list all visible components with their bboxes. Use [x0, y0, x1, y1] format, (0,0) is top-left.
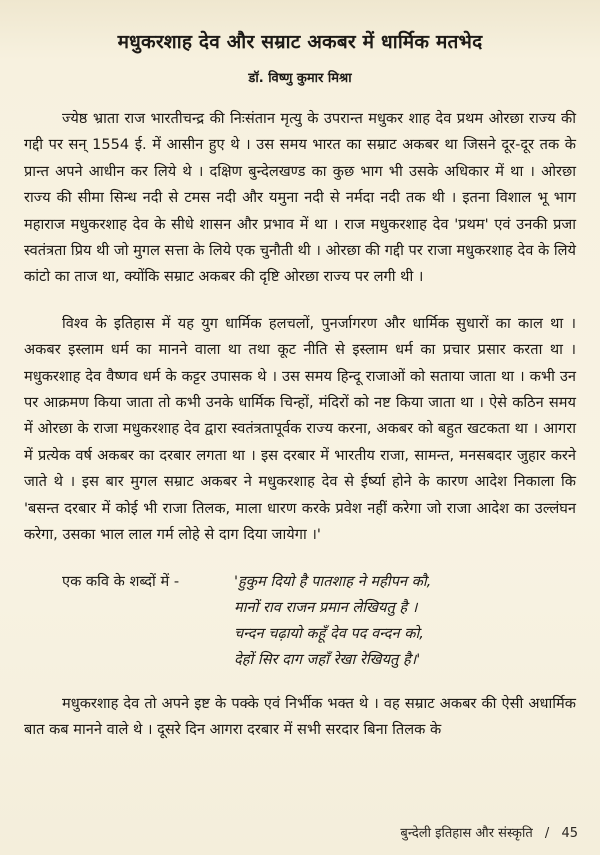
footer-separator: / — [544, 826, 550, 841]
page-title: मधुकरशाह देव और सम्राट अकबर में धार्मिक मतभेद — [117, 31, 483, 53]
poem-line-4: देहों सिर दाग जहाँ रेखा रेखियतु है।' — [234, 650, 421, 668]
page-footer — [400, 823, 578, 841]
poem-block — [24, 569, 576, 673]
paragraph-3: मधुकरशाह देव तो अपने इष्ट के पक्के एवं निर्भीक भक्त थे । वह सम्राट अकबर की ऐसी अधार्मिक बात कब मानने वाले थे । दूसरे दिन आगरा दरबार में सभी सरदार बिना तिलक के — [24, 694, 576, 738]
footer-book-title: बुन्देली इतिहास और संस्कृति — [400, 826, 533, 841]
paragraph-2: विश्व के इतिहास में यह युग धार्मिक हलचलों, पुनर्जागरण और धार्मिक सुधारों का काल था । अकबर इस्लाम धर्म का मानने वाला था तथा कूट नीति से इस्लाम धर्म का प्रचार प्रसार करता था । मधुकरशाह देव वैष्णव धर्म के कट्टर उपासक थे । उस समय हिन्दू राजाओं को सताया जाता था । कभी उन पर आक्रमण किया जाता तो कभी उनके धार्मिक चिन्हों, मंदिरों को नष्ट किया जाता था । ऐसे कठिन समय में ओरछा के राजा मधुकरशाह देव द्वारा स्वतंत्रतापूर्वक राज्य करना, अकबर को बहुत खटकता था । आगरा में प्रत्येक वर्ष अकबर का दरबार लगता था । इस दरबार में भारतीय राजा, सामन्त, मनसबदार जुहार करने जाते थे । इस बार मुगल सम्राट अकबर ने मधुकरशाह देव से ईर्ष्या होने के कारण आदेश निकाला कि 'बसन्त दरबार में कोई भी राजा तिलक, माला धारण करके प्रवेश नहीं करेगा जो राजा आदेश का उल्लंघन करेगा, उसका भाल लाल गर्म लोहे से दाग दिया जायेगा ।' — [24, 314, 576, 544]
author-name: डॉ. विष्णु कुमार मिश्रा — [248, 71, 352, 86]
poem-line-1: 'हुकुम दियो है पातशाह ने महीपन कौ, — [234, 572, 432, 590]
poem-lines — [234, 569, 576, 673]
poem-intro: एक कवि के शब्दों में - — [62, 572, 180, 590]
page-number: 45 — [561, 826, 578, 841]
paragraph-1: ज्येष्ठ भ्राता राज भारतीचन्द्र की निःसंतान मृत्यु के उपरान्त मधुकर शाह देव प्रथम ओरछा राज्य की गद्दी पर सन् 1554 ई. में आसीन हुए थे । उस समय भारत का सम्राट अकबर था जिसने दूर-दूर तक के प्रान्त अपने आधीन कर लिये थे । दक्षिण बुन्देलखण्ड का कुछ भाग भी उसके अधिकार में था । ओरछा राज्य की सीमा सिन्ध नदी से टमस नदी और यमुना नदी से नर्मदा नदी तक थी । इतना विशाल भू भाग महाराज मधुकरशाह देव के सीधे शासन और प्रभाव में था । राज मधुकरशाह देव 'प्रथम' एवं उनकी प्रजा स्वतंत्रता प्रिय थी जो मुगल सत्ता के लिये एक चुनौती थी । ओरछा की गद्दी पर राजा मधुकरशाह देव के लिये कांटो का ताज था, क्योंकि सम्राट अकबर की दृष्टि ओरछा राज्य पर लगी थी । — [24, 110, 576, 286]
poem-line-2: मानों राव राजन प्रमान लेखियतु है । — [234, 598, 418, 616]
poem-line-3: चन्दन चढ़ायो कहूँ देव पद वन्दन को, — [234, 624, 424, 642]
